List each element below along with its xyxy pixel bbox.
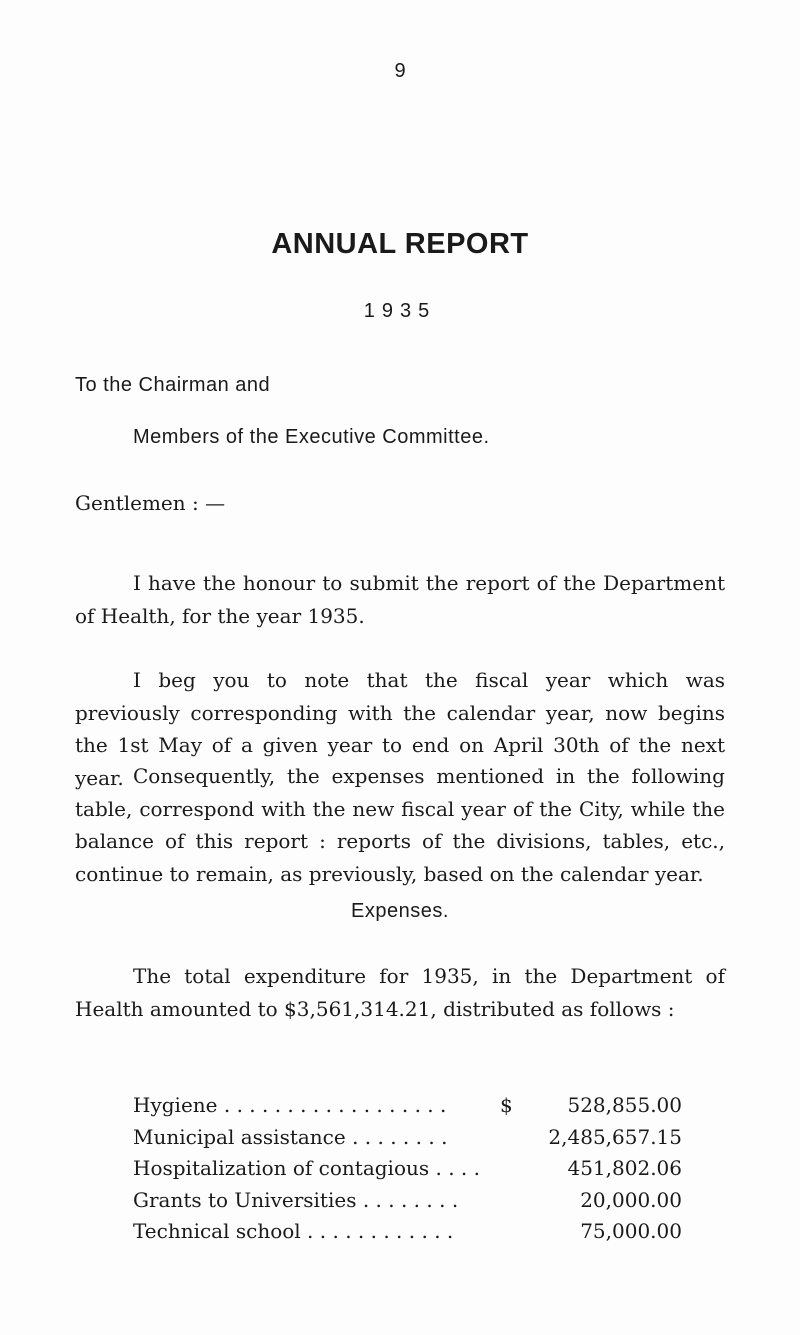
address-line-1: To the Chairman and	[75, 374, 271, 396]
expense-amount: 2,485,657.15	[548, 1124, 682, 1149]
expense-currency	[500, 1156, 520, 1188]
expense-row	[133, 1156, 682, 1188]
expense-currency	[500, 1125, 520, 1157]
expense-label: Hospitalization of contagious . . . .	[133, 1156, 481, 1181]
salutation: Gentlemen : —	[75, 491, 226, 515]
expense-amount: 528,855.00	[567, 1093, 682, 1117]
expense-row	[133, 1188, 682, 1220]
expense-amount: 451,802.06	[567, 1156, 682, 1181]
expenses-table	[133, 1093, 682, 1251]
report-title: ANNUAL REPORT	[271, 228, 529, 260]
expense-row	[133, 1125, 682, 1157]
address-line-2: Members of the Executive Committee.	[133, 426, 490, 448]
expense-currency	[500, 1219, 520, 1251]
expense-label: Hygiene . . . . . . . . . . . . . . . . . .	[133, 1093, 447, 1117]
expenses-heading: Expenses.	[351, 900, 449, 922]
paragraph-fiscal-year: I beg you to note that the fiscal year which was previously corresponding with the calendar year, now begins the 1st May of a given year to end on April 30th of the next year.	[75, 668, 725, 790]
paragraph-consequently: Consequently, the expenses mentioned in the following table, correspond with the new fiscal year of the City, while the balance of this report : reports of the divisions, tables, etc., continue to remain, as previously, based on the calendar year.	[75, 764, 725, 886]
expense-label: Grants to Universities . . . . . . . .	[133, 1187, 459, 1212]
expense-currency: $	[500, 1093, 513, 1117]
expense-currency	[500, 1188, 520, 1220]
report-year: 1935	[363, 300, 437, 322]
expense-amount: 75,000.00	[580, 1219, 682, 1244]
expense-label: Technical school . . . . . . . . . . . .	[133, 1219, 454, 1244]
expense-row	[133, 1093, 682, 1125]
expenses-intro: The total expenditure for 1935, in the Department of Health amounted to $3,561,314.21, distributed as follows :	[75, 964, 725, 1021]
page-number: 9	[394, 60, 406, 82]
expense-row	[133, 1219, 682, 1251]
expense-amount: 20,000.00	[580, 1187, 682, 1212]
expense-label: Municipal assistance . . . . . . . .	[133, 1124, 448, 1149]
paragraph-intro: I have the honour to submit the report of the Department of Health, for the year 1935.	[75, 571, 725, 628]
